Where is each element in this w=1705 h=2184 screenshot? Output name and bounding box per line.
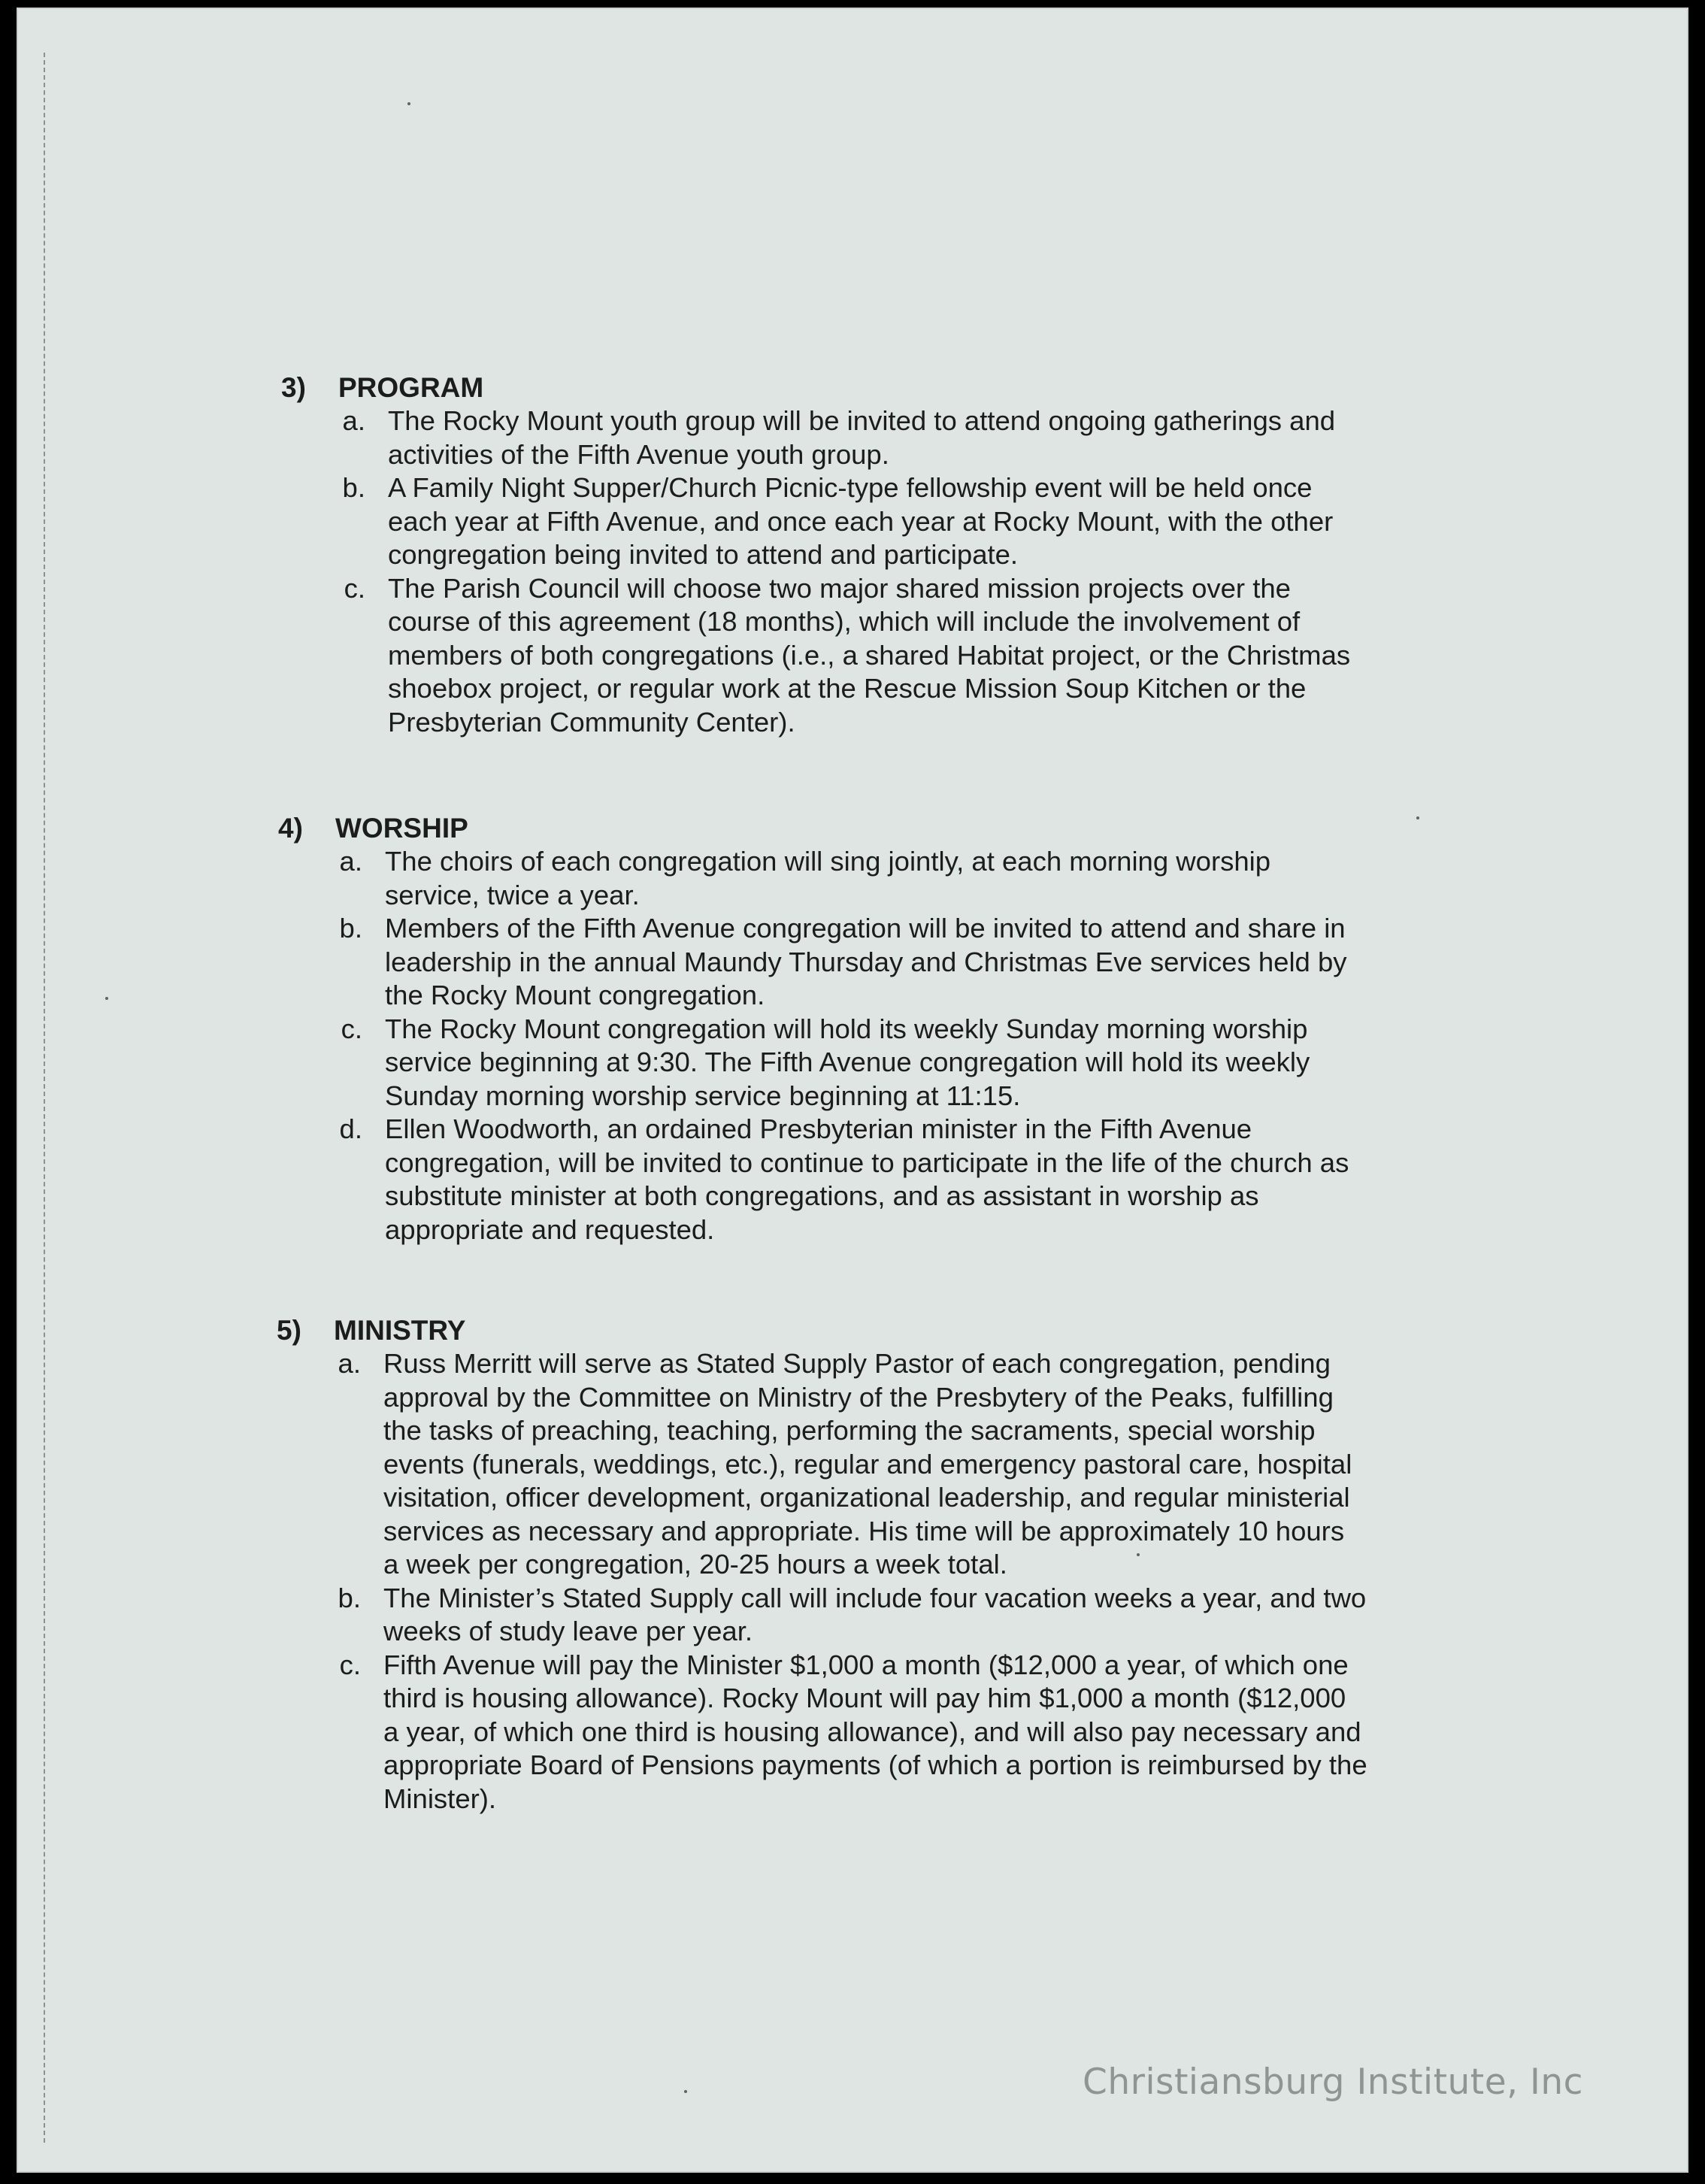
item-letter: a. (338, 1348, 361, 1379)
section-ministry (277, 1314, 1510, 1816)
section-title: MINISTRY (334, 1315, 466, 1346)
list-item (277, 1649, 1510, 1816)
section-heading (281, 371, 1514, 404)
item-text: The Rocky Mount youth group will be invited to attend ongoing gatherings and activities of the Fifth Avenue youth group. (388, 405, 1336, 470)
section-program (281, 371, 1514, 739)
section-number: 4) (278, 813, 303, 844)
section-item-list (281, 404, 1514, 739)
section-worship (278, 812, 1511, 1246)
section-heading (277, 1314, 1510, 1347)
list-item (278, 912, 1511, 1013)
document-content (17, 8, 1688, 2173)
item-text: The Parish Council will choose two major shared mission projects over the course of this agreement (18 months), which will include the involvement of members of both congregations (i.e., a shared Habitat project, or the Christmas shoebox project, or regular work at the Rescue Mission Soup Kitchen or the Presbyterian Community Center). (388, 572, 1351, 738)
section-item-list (278, 845, 1511, 1246)
section-heading (278, 812, 1511, 845)
item-text: The choirs of each congregation will sing jointly, at each morning worship service, twice a year. (385, 846, 1271, 910)
item-text: Members of the Fifth Avenue congregation will be invited to attend and share in leadership in the annual Maundy Thursday and Christmas Eve services held by the Rocky Mount congregation. (385, 913, 1347, 1010)
list-item (277, 1347, 1510, 1582)
list-item (281, 572, 1514, 740)
list-item (278, 1113, 1511, 1246)
list-item (281, 471, 1514, 572)
item-text: The Rocky Mount congregation will hold its weekly Sunday morning worship service beginning at 9:30. The Fifth Avenue congregation will hold its weekly Sunday morning worship service beginning at 11:15. (385, 1013, 1310, 1111)
section-title: WORSHIP (335, 813, 468, 844)
item-letter: b. (338, 1582, 361, 1613)
item-letter: b. (339, 913, 362, 944)
item-letter: a. (339, 846, 362, 877)
item-letter: c. (339, 1649, 361, 1680)
item-letter: c. (344, 572, 365, 604)
item-text: Russ Merritt will serve as Stated Supply Pastor of each congregation, pending approval by the Committee on Ministry of the Presbytery of the Peaks, fulfilling the tasks of preaching, teaching, performing the sacraments, special worship events (funerals, weddings, etc.), regular and emergency pastoral care, hospital visitation, officer development, organizational leadership, and regular ministerial services as necessary and appropriate. His time will be approximately 10 hours a week per congregation, 20-25 hours a week total. (383, 1348, 1352, 1580)
item-letter: c. (341, 1013, 362, 1044)
institution-watermark: Christiansburg Institute, Inc (1083, 2061, 1583, 2103)
item-text: Fifth Avenue will pay the Minister $1,000 a month ($12,000 a year, of which one third is housing allowance). Rocky Mount will pay him $1,000 a month ($12,000 a year, of which one third is housing allowance), and will also pay necessary and appropriate Board of Pensions payments (of which a portion is reimbursed by the Minister). (383, 1649, 1367, 1814)
list-item (277, 1582, 1510, 1649)
item-letter: b. (342, 472, 365, 503)
item-text: The Minister’s Stated Supply call will include four vacation weeks a year, and two weeks of study leave per year. (383, 1582, 1367, 1646)
section-item-list (277, 1347, 1510, 1816)
item-text: A Family Night Supper/Church Picnic-type fellowship event will be held once each year at Fifth Avenue, and once each year at Rocky Mount, with the other congregation being invited to attend and participate. (388, 472, 1334, 570)
section-number: 3) (281, 372, 306, 403)
section-number: 5) (277, 1315, 301, 1346)
list-item (278, 845, 1511, 912)
item-letter: a. (342, 405, 365, 436)
list-item (278, 1013, 1511, 1113)
document-page (17, 8, 1688, 2173)
item-letter: d. (339, 1113, 362, 1144)
item-text: Ellen Woodworth, an ordained Presbyterian minister in the Fifth Avenue congregation, will be invited to continue to participate in the life of the church as substitute minister at both congregations, and as assistant in worship as appropriate and requested. (385, 1113, 1349, 1245)
list-item (281, 404, 1514, 471)
section-title: PROGRAM (338, 372, 484, 403)
